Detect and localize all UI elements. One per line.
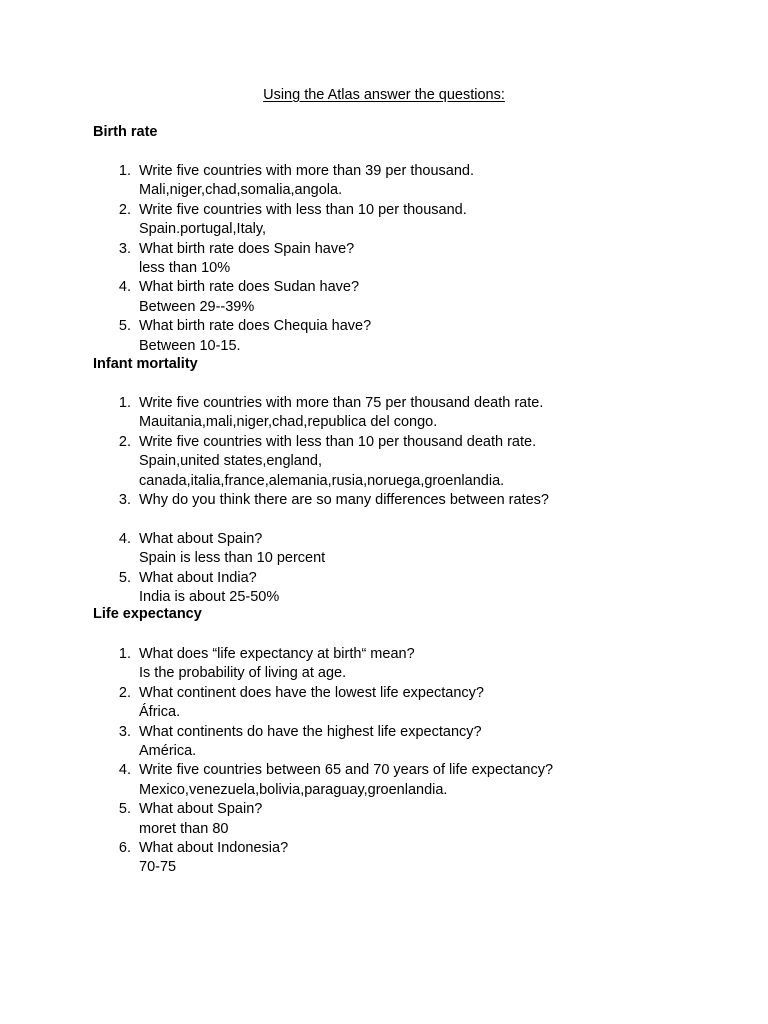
question-number: 5. — [118, 318, 131, 335]
section-heading-infant-mortality: Infant mortality — [93, 356, 198, 372]
question-text: Write five countries with more than 39 per thousand. — [139, 163, 475, 179]
answer-text: África. — [139, 704, 181, 721]
question-number: 4. — [118, 279, 131, 296]
question-text: What continent does have the lowest life expectancy? — [139, 684, 484, 701]
answer-text: América. — [139, 743, 197, 760]
answer-text: Mauitania,mali,niger,chad,republica del congo. — [139, 414, 438, 431]
question-item — [0, 491, 549, 530]
question-text: Write five countries with less than 10 per thousand death rate. — [139, 433, 537, 450]
question-item — [0, 201, 474, 240]
question-list-infant-mortality — [0, 394, 549, 607]
question-item — [0, 240, 474, 279]
question-number: 2. — [118, 433, 131, 450]
question-text: Write five countries with less than 10 per thousand. — [139, 201, 467, 218]
question-item — [0, 723, 553, 762]
question-text: What birth rate does Sudan have? — [139, 279, 360, 296]
question-text: What about Indonesia? — [139, 840, 289, 857]
answer-blank — [0, 510, 549, 529]
answer-text: India is about 25-50% — [139, 589, 280, 606]
question-item — [0, 433, 549, 491]
question-number: 3. — [118, 492, 131, 509]
answer-text: Between 29--39% — [139, 298, 255, 315]
question-text: What about Spain? — [139, 530, 263, 547]
question-number: 5. — [118, 801, 131, 818]
answer-text: Mali,niger,chad,somalia,angola. — [139, 182, 343, 199]
question-text: Write five countries between 65 and 70 years of life expectancy? — [139, 762, 554, 779]
question-item — [0, 800, 553, 839]
answer-text: canada,italia,france,alemania,rusia,noruega,groenlandia. — [139, 472, 505, 489]
question-number: 5. — [118, 569, 131, 586]
question-number: 6. — [118, 840, 131, 857]
question-text: What does “life expectancy at birth“ mean? — [139, 646, 415, 662]
question-text: Why do you think there are so many differences between rates? — [139, 492, 549, 509]
question-item — [0, 317, 474, 356]
answer-text: Spain is less than 10 percent — [139, 550, 326, 567]
answer-text: less than 10% — [139, 260, 231, 277]
section-heading-life-expectancy: Life expectancy — [93, 606, 202, 622]
question-item — [0, 839, 553, 878]
question-text: What continents do have the highest life expectancy? — [139, 723, 482, 740]
question-number: 4. — [118, 762, 131, 779]
question-text: What about Spain? — [139, 801, 263, 818]
question-list-life-expectancy — [0, 645, 553, 878]
answer-text: moret than 80 — [139, 820, 229, 837]
question-list-birth-rate — [0, 162, 474, 356]
question-item — [0, 394, 549, 433]
answer-text: 70-75 — [139, 859, 177, 876]
question-item — [0, 530, 549, 569]
question-text: Write five countries with more than 75 per thousand death rate. — [139, 395, 544, 411]
answer-text: Is the probability of living at age. — [139, 665, 347, 682]
question-number: 2. — [118, 684, 131, 701]
question-item — [0, 162, 474, 201]
question-number: 1. — [118, 163, 131, 179]
question-item — [0, 645, 553, 684]
question-item — [0, 761, 553, 800]
question-text: What about India? — [139, 569, 257, 586]
answer-text: Mexico,venezuela,bolivia,paraguay,groenlandia. — [139, 781, 448, 798]
section-heading-birth-rate: Birth rate — [93, 124, 158, 140]
document-title: Using the Atlas answer the questions: — [263, 87, 505, 103]
question-number: 1. — [118, 646, 131, 662]
question-number: 3. — [118, 723, 131, 740]
question-item — [0, 569, 549, 608]
question-item — [0, 278, 474, 317]
question-number: 4. — [118, 530, 131, 547]
answer-text: Between 10-15. — [139, 337, 241, 354]
question-number: 3. — [118, 240, 131, 257]
question-text: What birth rate does Spain have? — [139, 240, 355, 257]
answer-text: Spain,united states,england, — [139, 453, 322, 470]
question-text: What birth rate does Chequia have? — [139, 318, 372, 335]
question-number: 2. — [118, 201, 131, 218]
question-item — [0, 684, 553, 723]
answer-text: Spain.portugal,Italy, — [139, 221, 267, 238]
question-number: 1. — [118, 395, 131, 411]
